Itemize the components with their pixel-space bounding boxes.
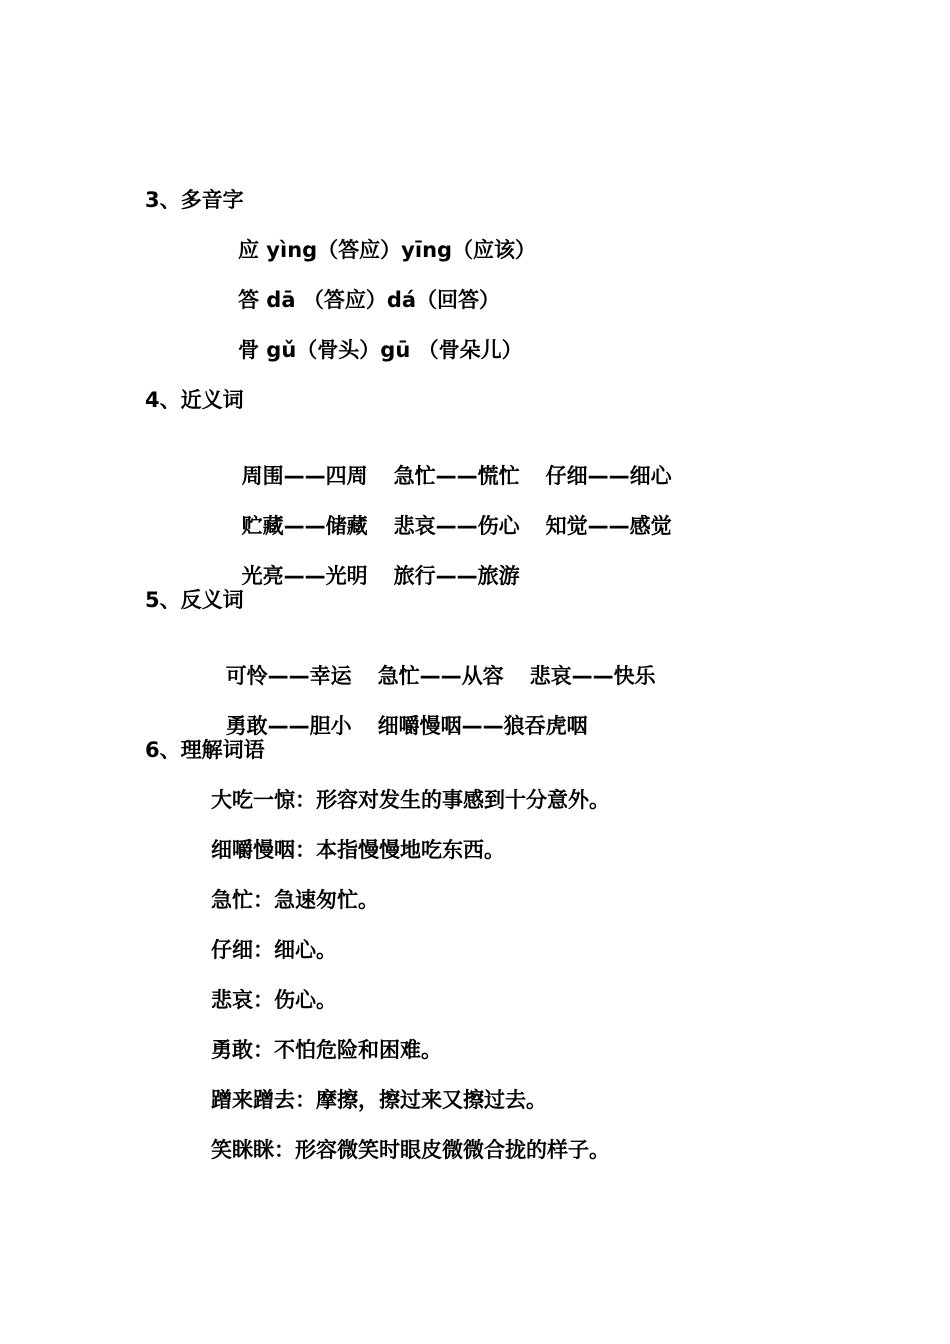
- definition-item: 大吃一惊：形容对发生的事感到十分意外。: [211, 788, 610, 812]
- polyphone-line: 骨 gǔ（骨头）gū （骨朵儿）: [238, 338, 523, 362]
- section-heading-polyphones: 3、多音字: [145, 188, 244, 212]
- synonym-pair: 悲哀——伤心: [393, 514, 520, 538]
- synonym-pair: 仔细——细心: [545, 464, 672, 488]
- definition-item: 悲哀：伤心。: [211, 988, 337, 1012]
- antonym-pair: 勇敢——胆小: [225, 714, 352, 738]
- section-heading-synonyms: 4、近义词: [145, 388, 244, 412]
- synonym-pair: 急忙——慌忙: [393, 464, 520, 488]
- antonym-row: [211, 687, 588, 739]
- polyphone-line: 应 yìng（答应）yīng（应该）: [238, 238, 537, 262]
- synonym-pair: 知觉——感觉: [545, 514, 672, 538]
- synonym-pair: 旅行——旅游: [393, 564, 520, 588]
- definition-item: 细嚼慢咽：本指慢慢地吃东西。: [211, 838, 505, 862]
- synonym-pair: 贮藏——储藏: [241, 514, 368, 538]
- polyphone-line: 答 dā （答应）dá（回答）: [238, 288, 501, 312]
- antonym-pair: 细嚼慢咽——狼吞虎咽: [377, 714, 588, 738]
- definition-item: 急忙：急速匆忙。: [211, 888, 379, 912]
- synonym-row: [227, 537, 520, 589]
- definition-item: 蹭来蹭去：摩擦，擦过来又擦过去。: [211, 1088, 547, 1112]
- synonym-pair: 光亮——光明: [241, 564, 368, 588]
- synonym-pair: 周围——四周: [241, 464, 368, 488]
- antonym-pair: 可怜——幸运: [225, 664, 352, 688]
- antonym-pair: 急忙——从容: [377, 664, 504, 688]
- definition-item: 笑眯眯：形容微笑时眼皮微微合拢的样子。: [211, 1138, 610, 1162]
- synonym-row: [227, 487, 672, 539]
- section-heading-definitions: 6、理解词语: [145, 738, 265, 762]
- definition-item: 仔细：细心。: [211, 938, 337, 962]
- synonym-row: [227, 437, 672, 489]
- definition-item: 勇敢：不怕危险和困难。: [211, 1038, 442, 1062]
- antonym-row: [211, 637, 656, 689]
- antonym-pair: 悲哀——快乐: [529, 664, 656, 688]
- section-heading-antonyms: 5、反义词: [145, 588, 244, 612]
